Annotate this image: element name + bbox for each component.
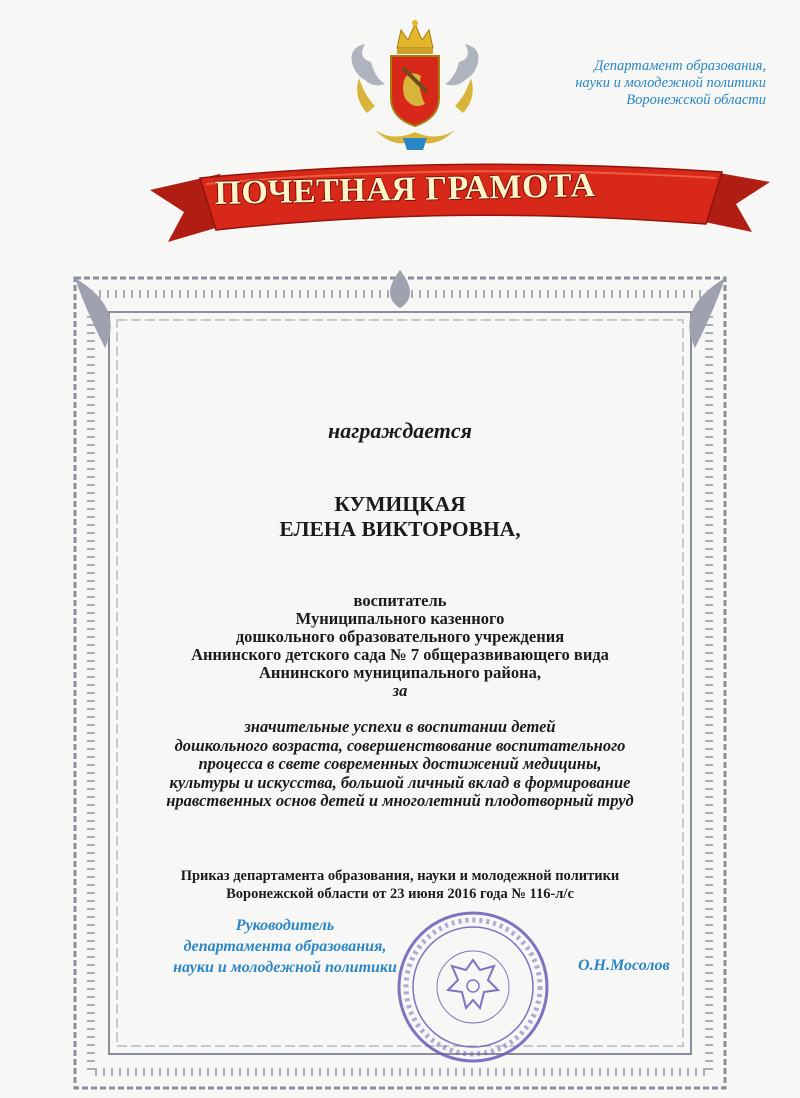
department-line-2: науки и молодежной политики <box>575 75 766 91</box>
department-line-3: Воронежской области <box>626 92 766 108</box>
reason-line: культуры и искусства, большой личный вклад в формирование <box>169 772 631 792</box>
awarded-heading: награждается <box>328 418 472 443</box>
signatory-name: О.Н.Мосолов <box>578 957 670 974</box>
position-line: за <box>392 681 408 700</box>
recipient-position <box>0 592 800 700</box>
department-line-1: Департамент образования, <box>594 58 766 74</box>
order-line: Воронежской области от 23 июня 2016 года № 116-л/с <box>226 885 574 902</box>
position-line: воспитатель <box>353 591 447 610</box>
position-line: Аннинского детского сада № 7 общеразвивающего вида <box>191 645 609 664</box>
position-line: Аннинского муниципального района, <box>259 663 541 682</box>
signatory-title-line: департамента образования, <box>183 938 387 955</box>
recipient-given-names: ЕЛЕНА ВИКТОРОВНА, <box>279 517 521 541</box>
signatory-title-line: Руководитель <box>235 917 335 934</box>
recipient-name <box>0 492 800 542</box>
reason-line: значительные успехи в воспитании детей <box>244 717 556 736</box>
department-header <box>470 58 766 109</box>
award-reason <box>0 718 800 811</box>
signatory-title <box>140 915 430 978</box>
reason-line: процесса в свете современных достижений медицины, <box>198 754 602 774</box>
recipient-surname: КУМИЦКАЯ <box>334 492 466 516</box>
order-line: Приказ департамента образования, науки и молодежной политики <box>180 868 620 884</box>
reason-line: дошкольного возраста, совершенствование воспитательного <box>174 735 626 755</box>
position-line: дошкольного образовательного учреждения <box>235 627 565 646</box>
signatory-title-line: науки и молодежной политики <box>173 959 397 976</box>
certificate-title: ПОЧЕТНАЯ ГРАМОТА <box>214 167 596 212</box>
position-line: Муниципального казенного <box>295 609 505 628</box>
coat-of-arms-emblem <box>345 18 485 156</box>
reason-line: нравственных основ детей и многолетний плодотворный труд <box>166 791 634 811</box>
order-reference <box>0 868 800 903</box>
